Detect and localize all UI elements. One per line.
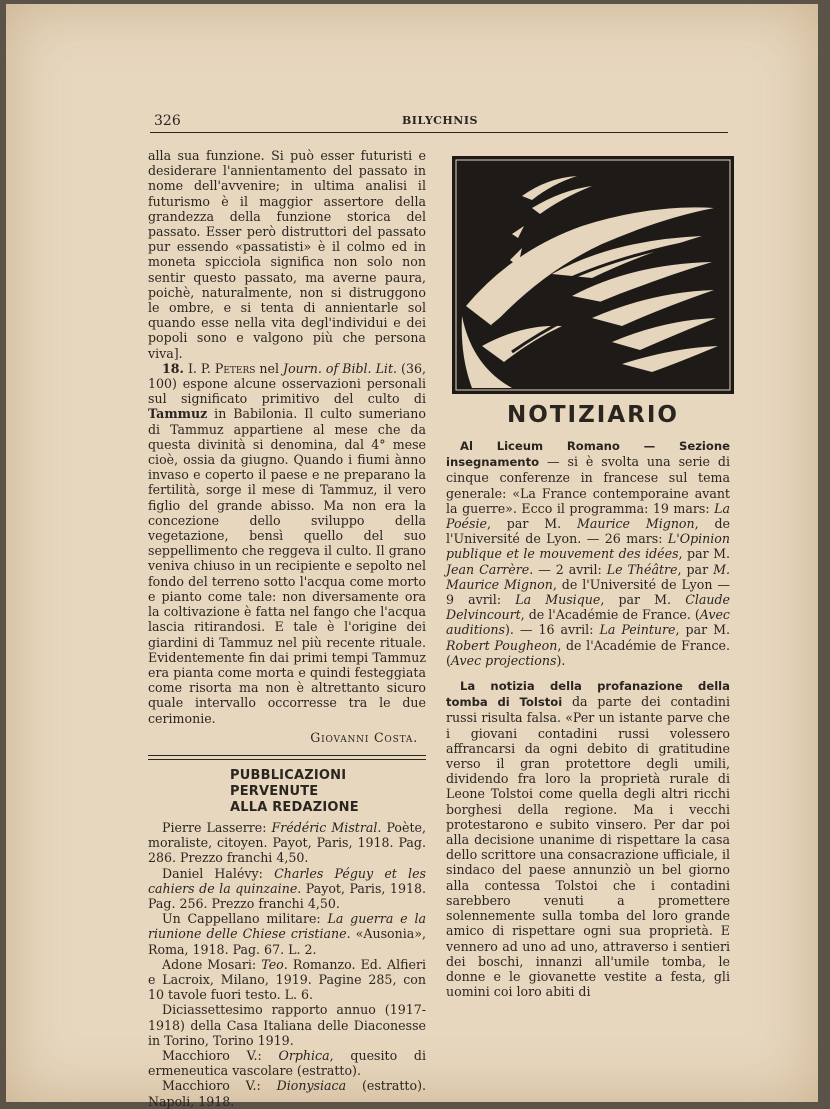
running-header (150, 110, 728, 133)
list-item: Macchioro V.: Orphica, quesito di ermeneutica vascolare (estratto). (148, 1047, 427, 1079)
paragraph-tammuz: 18. I. P. Peters nel Journ. of Bibl. Lit. (36, 100) espone alcune osservazioni personali sul significato primitivo del culto di Tammuz in Babilonia. Il culto sumeriano di Tammuz appartiene al mese che da questa divinità si denomina, dal 4° mese cioè, ossia da giugno. Quando i fiumi ànno invaso e coperto il paese e ne preparano la fertilità, sorge il mese di Tammuz, il vero figlio del grande abisso. Ma non era la concezione dello sviluppo della vegetazione, bensì quello del suo seppellimento che reggeva il culto. Il grano veniva chiuso in un recipiente e sepolto nel fondo del terreno sotto l'acqua come morto e pianto come tale: non diversamente ora la coltivazione è fatta nel fango che l'acqua lascia ritirandosi. E tale è l'origine dei giardini di Tammuz nel più recente rituale. Evidentemente fin dai primi tempi Tammuz era pianta come morta e quindi festeggiata come risorta ma non è altrettanto sicuro quale intervallo occorresse tra le due cerimonie. (148, 360, 426, 726)
woodcut-wing-illustration (452, 156, 734, 394)
list-item: Macchioro V.: Dionysiaca (estratto). Napoli, 1918. (148, 1078, 426, 1109)
publications-list (148, 820, 426, 1109)
list-item: Un Cappellano militare: La guerra e la riunione delle Chiese cristiane. «Ausonia», Roma, 1918. Pag. 67. L. 2. (148, 911, 426, 957)
news-item-tolstoi: La notizia della profanazione della tomba di Tolstoi da parte dei contadini russi risulta falsa. «Per un istante parve che i giovani contadini russi volessero affrancarsi da ogni debito di gratitudine verso il gran protettore degli umili, dividendo fra loro la proprietà rurale di Leone Tolstoi come quella degli altri ricchi borghesi della regione. Ma i vecchi protestarono e subito vinsero. Per dar poi alla decisione unanime di rispettare la casa dello scrittore una consacrazione ufficiale, il sindaco del paese annunziò un bel giorno alla contessa Tolstoi che i contadini sarebbero venuti a promettere solennemente sulla tomba del loro grande amico di rispettare ogni sua proprietà. E vennero ad uno ad uno, attraverso i sentieri dei boschi, innanzi all'umile tomba, le donne e le giovanette vestite a festa, gli uomini coi loro abiti di (446, 679, 731, 1000)
notiziario-heading: NOTIZIARIO (507, 402, 679, 428)
paragraph-futurism: alla sua funzione. Si può esser futuristi e desiderare l'annientamento del passato in nome dell'avvenire; in ultima analisi il futurismo è il maggior assertore della grandezza della funzione storica del passato. Esser però distruttori del passato pur essendo «passatisti» è il colmo ed in moneta spicciola significa non solo non sentir questo passato, ma averne paura, poichè, naturalmente, non si distruggono le ombre, e si tenta di annientarle sol quando esse nella vita degl'individui e dei popoli sono e valgono più che persona viva]. (148, 148, 426, 361)
right-column (446, 438, 730, 999)
list-item: Pierre Lasserre: Frédéric Mistral. Poète, moraliste, citoyen. Payot, Paris, 1918. Pag. 286. Prezzo franchi 4,50. (148, 819, 426, 866)
journal-title: Journ. of Bibl. Lit. (283, 360, 398, 376)
news-item-liceum: Al Liceum Romano — Sezione insegnamento — si è svolta una serie di cinque conferenze in francese sul tema generale: «La France contemporaine avant la guerre». Ecco il programma: 19 mars: La Poésie, par M. Maurice Mignon, de l'Université de Lyon. — 26 mars: L'Opinion publique et le mouvement des idées, par M. Jean Carrère. — 2 avril: Le Théâtre, par M. Maurice Mignon, de l'Université de Lyon — 9 avril: La Musique, par M. Claude Delvincourt, de l'Académie de France. (Avec auditions). — 16 avril: La Peinture, par M. Robert Pougheon, de l'Académie de France. (Avec projections). (446, 439, 731, 668)
section-title: PUBBLICAZIONI PERVENUTE ALLA REDAZIONE (230, 767, 359, 815)
news-item-title: La notizia della profanazione della tomba di Tolstoi (446, 679, 730, 710)
list-item: Daniel Halévy: Charles Péguy et les cahiers de la quinzaine. Payot, Paris, 1918. Pag. 256. Prezzo franchi 4,50. (148, 865, 426, 911)
keyword-tammuz: Tammuz (148, 406, 208, 422)
page-number: 326 (154, 113, 181, 129)
left-column (148, 148, 426, 1109)
author-name: I. P. Peters (187, 360, 256, 376)
journal-name: BILYCHNIS (402, 114, 478, 127)
section-divider (148, 755, 426, 760)
article-signature: Giovanni Costa. (310, 729, 418, 745)
item-number: 18. (162, 360, 184, 376)
list-item: Diciassettesimo rapporto annuo (1917-1918) della Casa Italiana delle Diaconesse in Torino, Torino 1919. (148, 1002, 426, 1048)
news-item-title: Al Liceum Romano — Sezione insegnamento (446, 439, 730, 470)
journal-page (6, 4, 818, 1109)
list-item: Adone Mosari: Teo. Romanzo. Ed. Alfieri e Lacroix, Milano, 1919. Pagine 285, con 10 tavole fuori testo. L. 6. (148, 956, 426, 1003)
